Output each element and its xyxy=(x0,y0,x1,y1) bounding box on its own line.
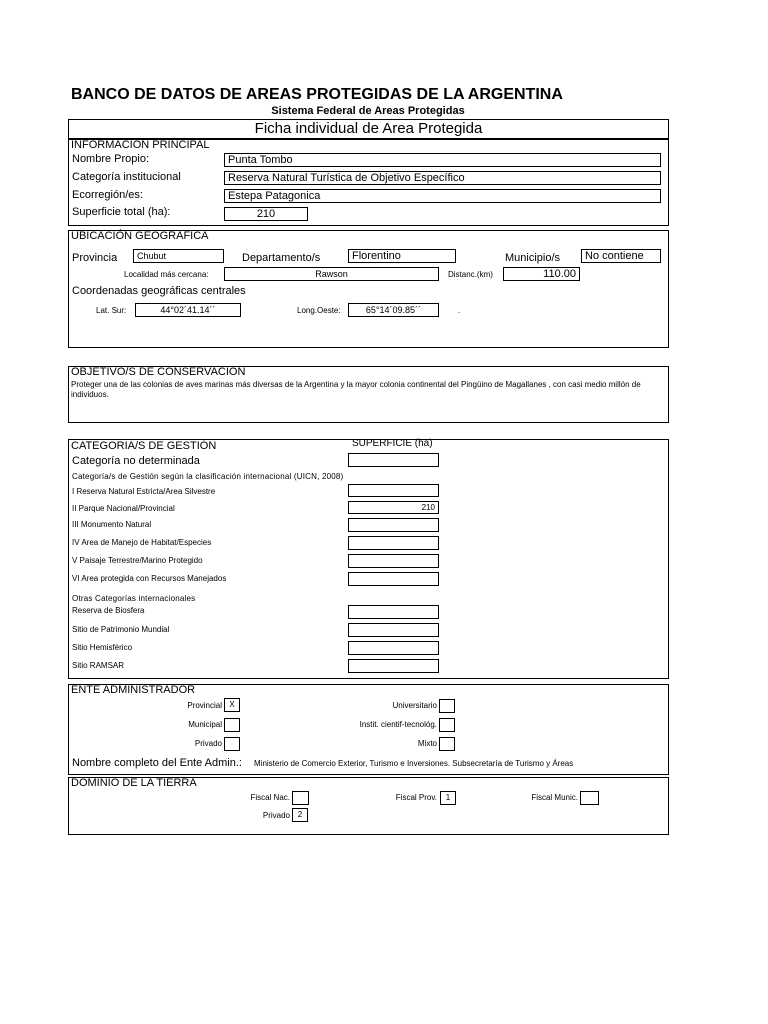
superficie-label: Superficie total (ha): xyxy=(72,206,171,218)
nombre-field[interactable]: Punta Tombo xyxy=(224,153,661,167)
distancia-field[interactable]: 110.00 xyxy=(503,267,580,281)
gestion-superficie-header: SUPERFICIE (ha) xyxy=(352,438,433,449)
nombre-label: Nombre Propio: xyxy=(72,153,150,165)
provincia-field[interactable]: Chubut xyxy=(133,249,224,263)
no-determinada-label: Categoría no determinada xyxy=(72,455,200,467)
page-subtitle: Sistema Federal de Areas Protegidas xyxy=(271,105,465,117)
municipal-label: Municipal xyxy=(188,720,222,729)
localidad-field[interactable]: Rawson xyxy=(224,267,439,281)
objetivo-section-title: OBJETIVO/S DE CONSERVACION xyxy=(71,366,246,378)
objetivo-text: Proteger una de las colonias de aves marinas más diversas de la Argentina y la mayor colonia continental del Pingüino de Magallanes , con casi medio millón de individuos. xyxy=(71,380,641,399)
ente-nombre-value: Ministerio de Comercio Exterior, Turismo e Inversiones. Subsecretaría de Turismo y Áreas xyxy=(254,759,574,768)
categoria-field[interactable]: Reserva Natural Turística de Objetivo Específico xyxy=(224,171,661,185)
provincia-label: Provincia xyxy=(72,252,118,264)
fiscal-nac-checkbox[interactable] xyxy=(292,791,309,805)
category-field[interactable] xyxy=(348,484,439,497)
otras-field[interactable] xyxy=(348,605,439,619)
superficie-field[interactable]: 210 xyxy=(224,207,308,221)
distancia-label: Distanc.(km) xyxy=(448,270,493,279)
dominio-privado-label: Privado xyxy=(262,811,290,820)
otras-label: Sitio de Patrimonio Mundial xyxy=(72,625,170,634)
dominio-section-title: DOMINIO DE LA TIERRA xyxy=(71,777,197,789)
universitario-checkbox[interactable] xyxy=(439,699,455,713)
otras-label: Sitio Hemisférico xyxy=(72,643,133,652)
fiscal-prov-label: Fiscal Prov. xyxy=(395,793,437,802)
fiscal-nac-label: Fiscal Nac. xyxy=(250,793,290,802)
otras-label: Reserva de Biosfera xyxy=(72,606,145,615)
municipio-label: Municipio/s xyxy=(505,252,561,264)
category-label: IV Area de Manejo de Habitat/Especies xyxy=(72,538,212,547)
lat-field[interactable]: 44°02´41.14´´ xyxy=(135,303,241,317)
category-label: V Paisaje Terrestre/Marino Protegido xyxy=(72,556,203,565)
instit-checkbox[interactable] xyxy=(439,718,455,732)
ente-nombre-label: Nombre completo del Ente Admin.: xyxy=(72,757,242,769)
no-determinada-field[interactable] xyxy=(348,453,439,467)
ente-section-title: ENTE ADMINISTRADOR xyxy=(71,684,196,696)
category-field[interactable] xyxy=(348,536,439,550)
category-field[interactable] xyxy=(348,554,439,568)
page-title: BANCO DE DATOS DE AREAS PROTEGIDAS DE LA ARGENTINA xyxy=(71,86,563,103)
privado-checkbox[interactable] xyxy=(224,737,240,751)
departamento-field[interactable]: Florentino xyxy=(348,249,456,263)
ubicacion-section-title: UBICACIÓN GEOGRAFICA xyxy=(71,230,209,242)
provincial-checkbox[interactable]: X xyxy=(224,698,240,712)
otras-field[interactable] xyxy=(348,659,439,673)
form-title: Ficha individual de Area Protegida xyxy=(254,120,483,137)
fiscal-munic-label: Fiscal Munic. xyxy=(531,793,578,802)
mixto-checkbox[interactable] xyxy=(439,737,455,751)
otras-label: Sitio RAMSAR xyxy=(72,661,125,670)
universitario-label: Universitario xyxy=(392,701,437,710)
municipio-field[interactable]: No contiene xyxy=(581,249,661,263)
otras-field[interactable] xyxy=(348,641,439,655)
ecorregion-field[interactable]: Estepa Patagonica xyxy=(224,189,661,203)
dominio-privado-checkbox[interactable]: 2 xyxy=(292,808,308,822)
uicn-header: Categoría/s de Gestión según la clasificación internacional (UICN, 2008) xyxy=(72,472,344,481)
category-field[interactable]: 210 xyxy=(348,501,439,514)
category-label: I Reserva Natural Estricta/Area Silvestre xyxy=(72,487,216,496)
lat-label: Lat. Sur: xyxy=(96,306,127,315)
long-field[interactable]: 65°14´09.85´´ xyxy=(348,303,439,317)
provincial-label: Provincial xyxy=(187,701,222,710)
fiscal-prov-checkbox[interactable]: 1 xyxy=(440,791,456,805)
category-field[interactable] xyxy=(348,572,439,586)
coord-trailing-dot: . xyxy=(458,306,461,315)
departamento-label: Departamento/s xyxy=(242,252,321,264)
category-label: VI Area protegida con Recursos Manejados xyxy=(72,574,227,583)
info-section-title: INFORMACIÓN PRINCIPAL xyxy=(71,139,210,151)
ecorregion-label: Ecorregión/es: xyxy=(72,189,143,201)
municipal-checkbox[interactable] xyxy=(224,718,240,732)
categoria-label: Categoría institucional xyxy=(72,171,181,183)
category-field[interactable] xyxy=(348,518,439,532)
category-label: III Monumento Natural xyxy=(72,520,152,529)
localidad-label: Localidad más cercana: xyxy=(124,270,209,279)
instit-label: Instit. cientif-tecnológ. xyxy=(359,720,437,729)
gestion-section-title: CATEGORIA/S DE GESTIÓN xyxy=(71,440,217,452)
category-label: II Parque Nacional/Provincial xyxy=(72,504,175,513)
fiscal-munic-checkbox[interactable] xyxy=(580,791,599,805)
mixto-label: Mixto xyxy=(417,739,437,748)
coord-label: Coordenadas geográficas centrales xyxy=(72,285,246,297)
otras-field[interactable] xyxy=(348,623,439,637)
privado-label: Privado xyxy=(194,739,222,748)
otras-header: Otras Categorías internacionales xyxy=(72,594,196,603)
long-label: Long.Oeste: xyxy=(297,306,341,315)
